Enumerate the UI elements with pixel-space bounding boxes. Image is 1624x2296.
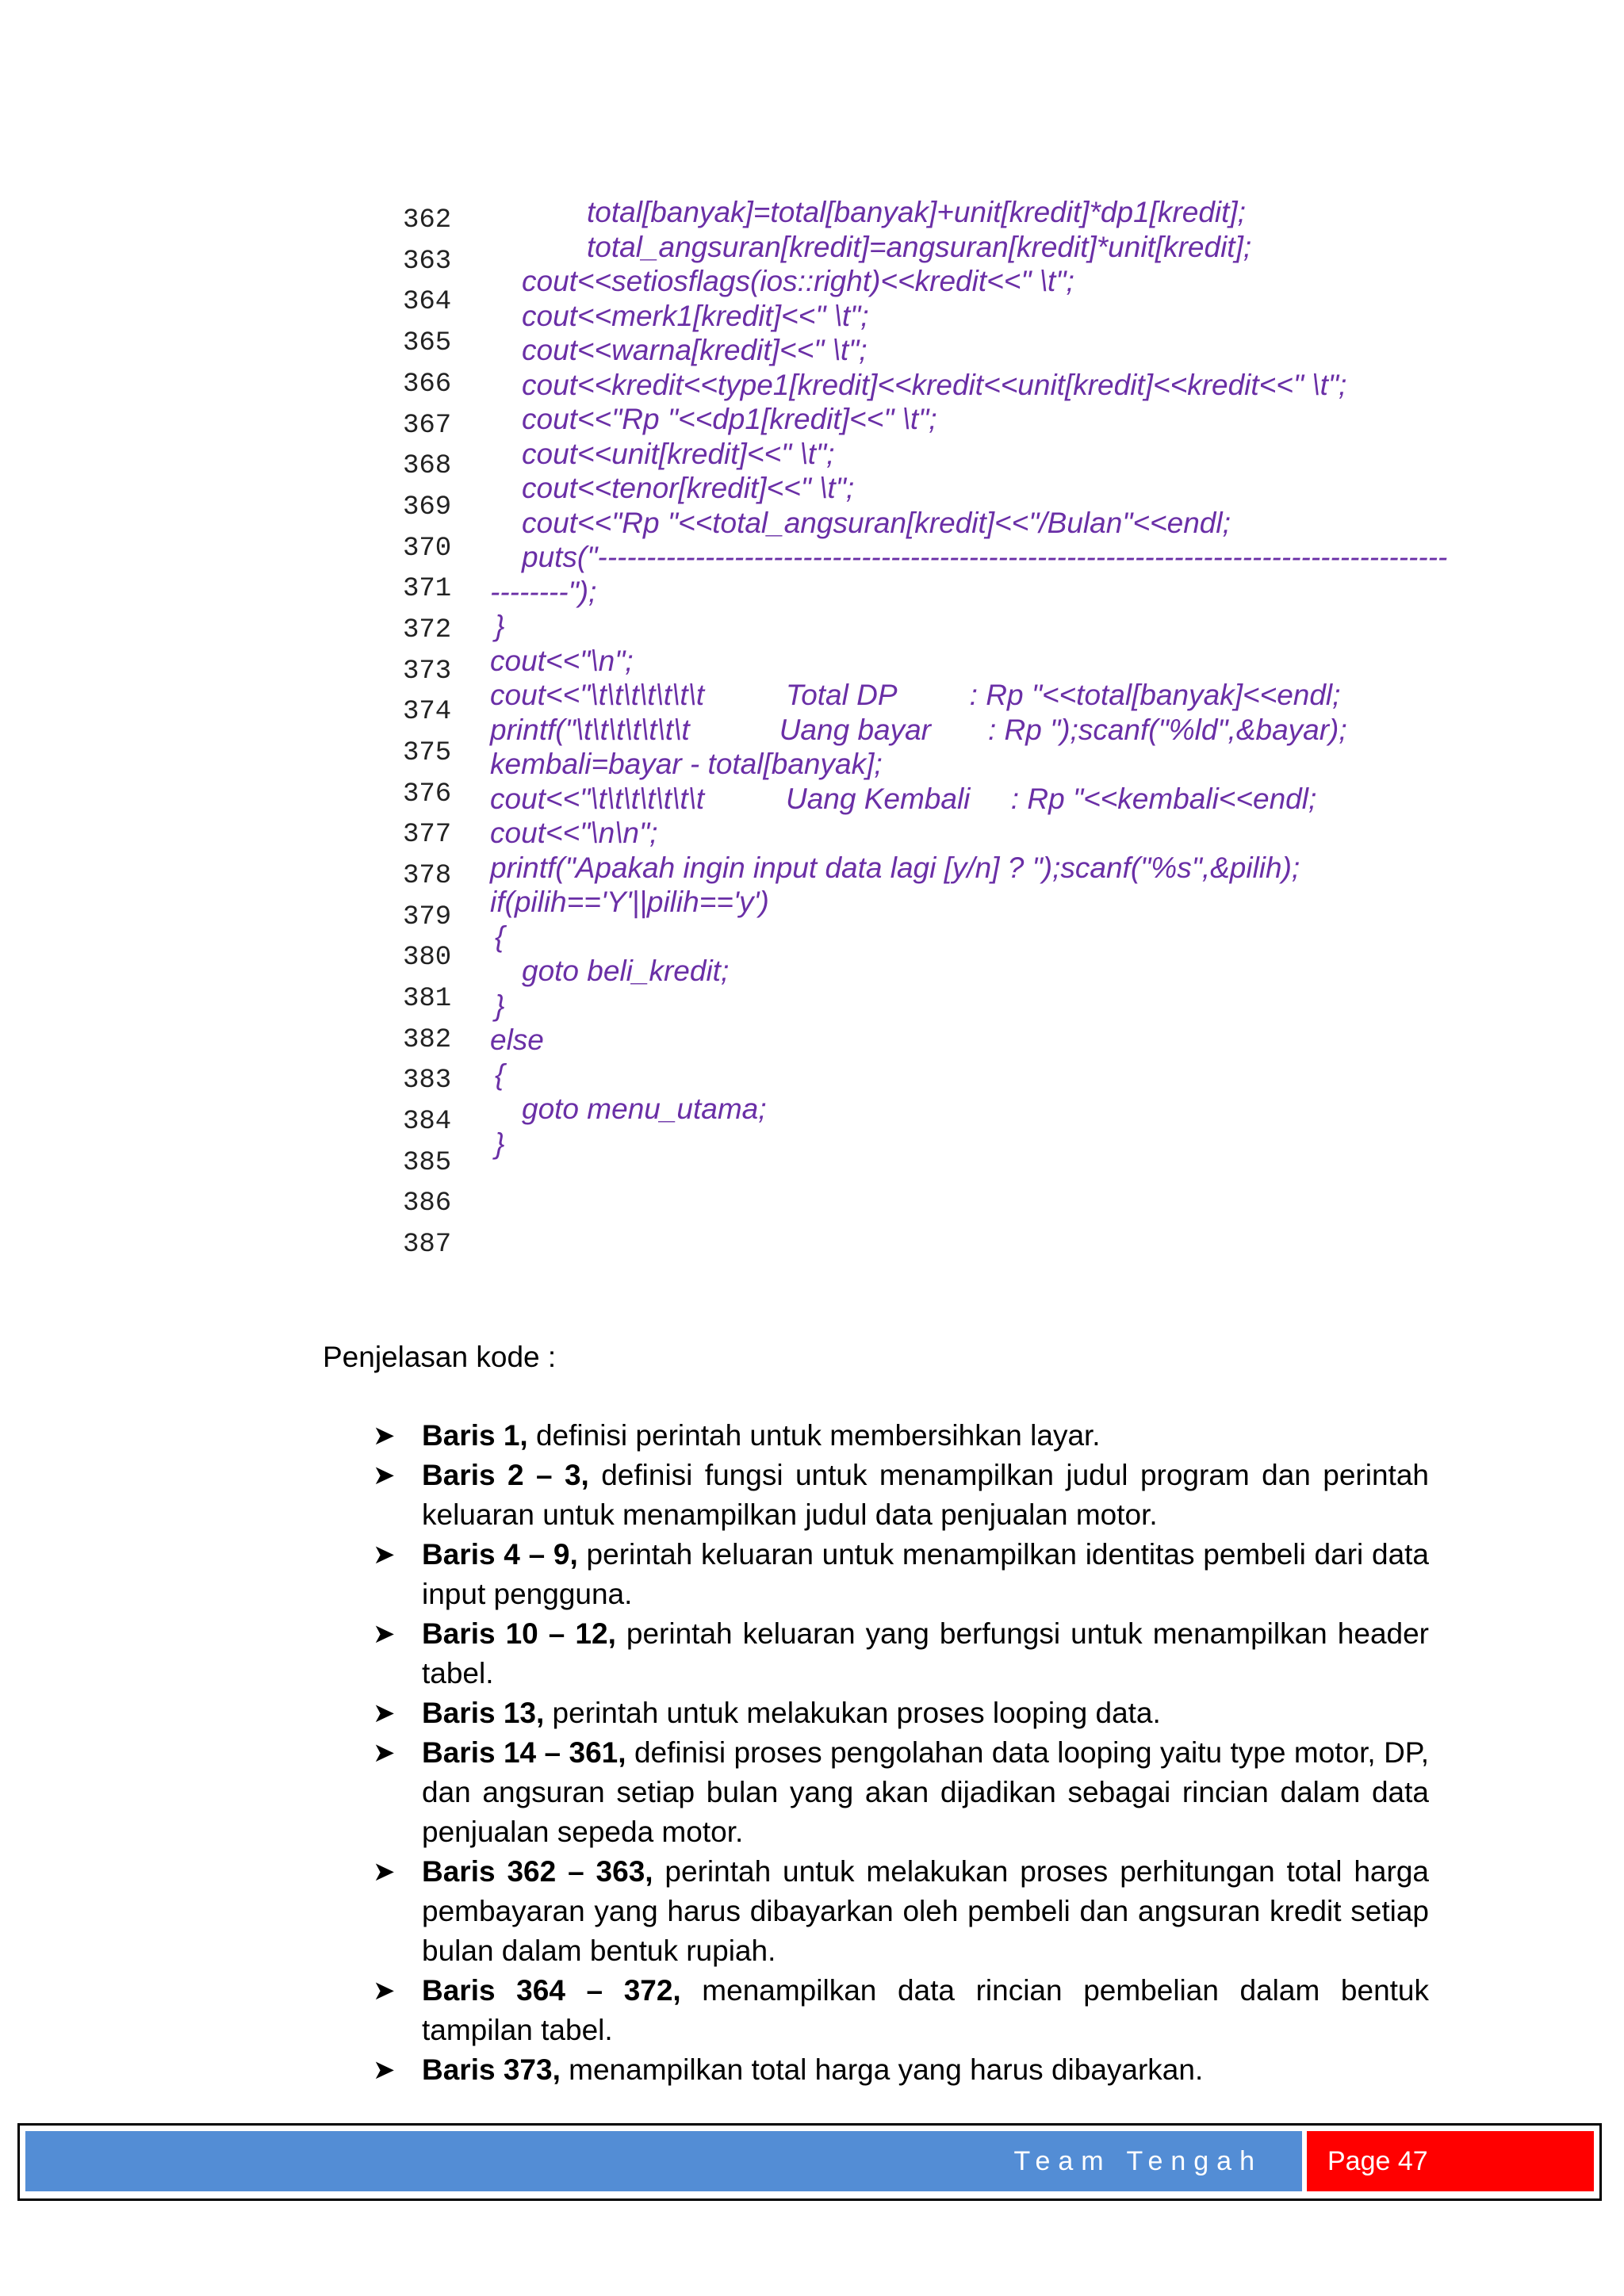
code-line: cout<<"\n"; bbox=[490, 645, 634, 677]
item-heading: Baris 373, bbox=[422, 2053, 561, 2086]
list-item bbox=[373, 2050, 1429, 2090]
line-number: 370 bbox=[403, 534, 452, 564]
code-line: printf("Apakah ingin input data lagi [y/n] ? ");scanf("%s",&pilih); bbox=[490, 851, 1300, 884]
code-line: total[banyak]=total[banyak]+unit[kredit]*dp1[kredit]; bbox=[587, 196, 1246, 228]
page-number: Page 47 bbox=[1327, 2146, 1428, 2176]
line-number: 365 bbox=[403, 328, 452, 358]
explanation-title: Penjelasan kode : bbox=[323, 1341, 557, 1373]
item-heading: Baris 10 – 12, bbox=[422, 1617, 616, 1650]
item-text: perintah untuk melakukan proses perhitungan total harga pembayaran yang harus dibayarkan oleh pembeli dan angsuran kredit setiap bulan dalam bentuk rupiah. bbox=[422, 1855, 1429, 1967]
line-number: 378 bbox=[403, 861, 452, 891]
footer-team-bar bbox=[25, 2131, 1302, 2191]
arrow-bullet-icon: ➤ bbox=[373, 1976, 396, 2006]
list-item bbox=[373, 1733, 1429, 1852]
code-line: { bbox=[495, 1058, 505, 1091]
line-number: 362 bbox=[403, 205, 452, 235]
arrow-bullet-icon: ➤ bbox=[373, 1698, 396, 1728]
item-heading: Baris 364 – 372, bbox=[422, 1974, 681, 2007]
item-text: menampilkan total harga yang harus dibayarkan. bbox=[560, 2053, 1204, 2086]
arrow-bullet-icon: ➤ bbox=[373, 1857, 396, 1887]
arrow-bullet-icon: ➤ bbox=[373, 1619, 396, 1649]
arrow-bullet-icon: ➤ bbox=[373, 1460, 396, 1490]
line-number: 374 bbox=[403, 697, 452, 727]
line-number: 386 bbox=[403, 1188, 452, 1219]
arrow-bullet-icon: ➤ bbox=[373, 1421, 396, 1451]
item-text: definisi perintah untuk membersihkan layar. bbox=[527, 1419, 1101, 1452]
item-heading: Baris 362 – 363, bbox=[422, 1855, 653, 1888]
line-number: 376 bbox=[403, 779, 452, 809]
list-item bbox=[373, 1535, 1429, 1614]
line-number: 372 bbox=[403, 615, 452, 645]
item-text: definisi proses pengolahan data looping yaitu type motor, DP, dan angsuran setiap bulan yang akan dijadikan sebagai rincian dalam data penjualan sepeda motor. bbox=[422, 1736, 1430, 1848]
item-heading: Baris 1, bbox=[422, 1419, 528, 1452]
line-number: 387 bbox=[403, 1230, 452, 1260]
code-line: goto menu_utama; bbox=[522, 1093, 767, 1125]
line-number: 367 bbox=[403, 411, 452, 441]
list-item bbox=[373, 1416, 1429, 1456]
line-number: 382 bbox=[403, 1025, 452, 1055]
code-line: } bbox=[495, 989, 505, 1022]
code-line: kembali=bayar - total[banyak]; bbox=[490, 748, 883, 780]
item-heading: Baris 2 – 3, bbox=[422, 1459, 589, 1491]
list-item bbox=[373, 1693, 1429, 1733]
item-heading: Baris 4 – 9, bbox=[422, 1538, 578, 1571]
code-line: cout<<"Rp "<<dp1[kredit]<<" \t"; bbox=[522, 403, 937, 435]
line-number: 364 bbox=[403, 287, 452, 317]
code-line: puts("--------------------------------------------------------------------------------------- bbox=[522, 541, 1448, 573]
line-number: 383 bbox=[403, 1066, 452, 1096]
line-number: 379 bbox=[403, 902, 452, 932]
item-heading: Baris 14 – 361, bbox=[422, 1736, 626, 1769]
code-line: cout<<"\t\t\t\t\t\t\t Total DP : Rp "<<total[banyak]<<endl; bbox=[490, 679, 1341, 711]
list-item bbox=[373, 1456, 1429, 1535]
footer-page-box bbox=[1307, 2131, 1594, 2191]
code-line: cout<<setiosflags(ios::right)<<kredit<<" \t"; bbox=[522, 265, 1074, 297]
code-line: cout<<"\t\t\t\t\t\t\t Uang Kembali : Rp "<<kembali<<endl; bbox=[490, 783, 1317, 815]
code-line: goto beli_kredit; bbox=[522, 955, 730, 987]
code-line: { bbox=[495, 920, 505, 953]
line-number: 375 bbox=[403, 738, 452, 768]
line-number: 366 bbox=[403, 369, 452, 400]
item-heading: Baris 13, bbox=[422, 1697, 545, 1729]
footer-team-label: Team Tengah bbox=[1013, 2146, 1262, 2176]
code-line: cout<<kredit<<type1[kredit]<<kredit<<unit[kredit]<<kredit<<" \t"; bbox=[522, 369, 1347, 401]
line-number: 369 bbox=[403, 492, 452, 522]
item-text: menampilkan data rincian pembelian dalam bentuk tampilan tabel. bbox=[422, 1974, 1429, 2046]
code-line: cout<<warna[kredit]<<" \t"; bbox=[522, 334, 868, 366]
line-number: 363 bbox=[403, 247, 452, 277]
code-line: if(pilih=='Y'||pilih=='y') bbox=[490, 886, 769, 918]
list-item bbox=[373, 1852, 1429, 1971]
code-line: cout<<unit[kredit]<<" \t"; bbox=[522, 438, 835, 470]
item-text: perintah untuk melakukan proses looping data. bbox=[544, 1697, 1161, 1729]
list-item bbox=[373, 1614, 1429, 1693]
code-line: --------"); bbox=[490, 576, 597, 608]
arrow-bullet-icon: ➤ bbox=[373, 1540, 396, 1570]
line-number: 371 bbox=[403, 574, 452, 604]
code-line: cout<<merk1[kredit]<<" \t"; bbox=[522, 300, 869, 332]
item-text: definisi fungsi untuk menampilkan judul program dan perintah keluaran untuk menampilkan judul data penjualan motor. bbox=[422, 1459, 1429, 1531]
line-number: 368 bbox=[403, 451, 452, 481]
line-number: 384 bbox=[403, 1107, 452, 1137]
line-number: 373 bbox=[403, 656, 452, 687]
code-line: } bbox=[495, 610, 505, 642]
code-line: } bbox=[495, 1127, 505, 1160]
line-number: 385 bbox=[403, 1148, 452, 1178]
line-number: 377 bbox=[403, 820, 452, 850]
code-line: cout<<tenor[kredit]<<" \t"; bbox=[522, 472, 855, 504]
code-line: cout<<"Rp "<<total_angsuran[kredit]<<"/Bulan"<<endl; bbox=[522, 507, 1231, 539]
arrow-bullet-icon: ➤ bbox=[373, 2055, 396, 2085]
code-line: printf("\t\t\t\t\t\t\t Uang bayar : Rp ");scanf("%ld",&bayar); bbox=[490, 714, 1347, 746]
arrow-bullet-icon: ➤ bbox=[373, 1738, 396, 1768]
line-number: 381 bbox=[403, 984, 452, 1014]
item-text: perintah keluaran yang berfungsi untuk menampilkan header tabel. bbox=[422, 1617, 1430, 1689]
code-line: cout<<"\n\n"; bbox=[490, 817, 658, 849]
line-number: 380 bbox=[403, 943, 452, 973]
item-text: perintah keluaran untuk menampilkan identitas pembeli dari data input pengguna. bbox=[422, 1538, 1430, 1610]
code-line: else bbox=[490, 1024, 544, 1056]
list-item bbox=[373, 1971, 1429, 2050]
code-line: total_angsuran[kredit]=angsuran[kredit]*unit[kredit]; bbox=[587, 231, 1252, 263]
explanation-list bbox=[373, 1416, 1429, 2090]
